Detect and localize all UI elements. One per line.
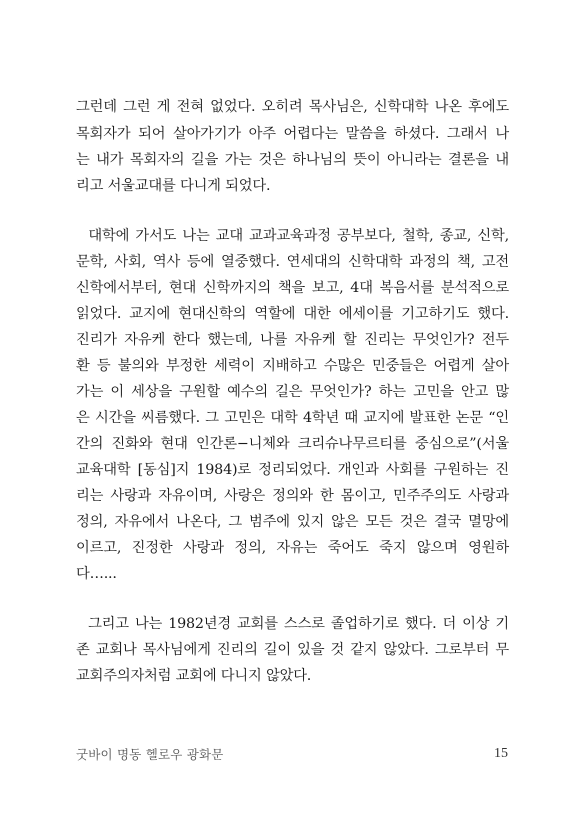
text-line: 간의 진화와 현대 인간론−니체와 크리슈나무르티를 중심으로”(서울 xyxy=(76,436,509,452)
text-line: 진리가 자유케 한다 했는데, 나를 자유케 할 진리는 무엇인가? 전두 xyxy=(76,332,509,348)
running-footer-book-title: 굿바이 명동 헬로우 광화문 xyxy=(76,747,224,762)
text-line: 존 교회나 목사님에게 진리의 길이 있을 것 같지 않았다. 그로부터 무 xyxy=(76,642,509,658)
text-line: 환 등 불의와 부정한 세력이 지배하고 수많은 민중들은 어렵게 살아 xyxy=(76,358,509,374)
text-line: 교육대학 [동심]지 1984)로 정리되었다. 개인과 사회를 구원하는 진 xyxy=(76,462,509,478)
text-line: 신학에서부터, 현대 신학까지의 책을 보고, 4대 복음서를 분석적으로 xyxy=(76,280,509,296)
text-line: 은 시간을 씨름했다. 그 고민은 대학 4학년 때 교지에 발표한 논문 “인 xyxy=(76,410,509,426)
text-line: 는 내가 목회자의 길을 가는 것은 하나님의 뜻이 아니라는 결론을 내 xyxy=(76,152,509,168)
text-line: 다…... xyxy=(76,566,117,582)
text-line: 목회자가 되어 살아가기가 아주 어렵다는 말씀을 하셨다. 그래서 나 xyxy=(76,126,509,142)
text-line: 리는 사랑과 자유이며, 사랑은 정의와 한 몸이고, 민주주의도 사랑과 xyxy=(76,488,509,504)
text-line: 가는 이 세상을 구원할 예수의 길은 무엇인가? 하는 고민을 안고 많 xyxy=(76,384,509,400)
text-line: 정의, 자유에서 나온다, 그 범주에 있지 않은 모든 것은 결국 멸망에 xyxy=(76,514,509,530)
text-line: 그런데 그런 게 전혀 없었다. 오히려 목사님은, 신학대학 나온 후에도 xyxy=(76,99,509,115)
text-line: 리고 서울교대를 다니게 되었다. xyxy=(76,178,271,194)
text-line: 대학에 가서도 나는 교대 교과교육과정 공부보다, 철학, 종교, 신학, xyxy=(76,228,509,244)
page-number: 15 xyxy=(494,746,508,761)
text-line: 문학, 사회, 역사 등에 열중했다. 연세대의 신학대학 과정의 책, 고전 xyxy=(76,254,509,270)
text-line: 이르고, 진정한 사랑과 정의, 자유는 죽어도 죽지 않으며 영원하 xyxy=(76,540,509,556)
text-line: 읽었다. 교지에 현대신학의 역할에 대한 에세이를 기고하기도 했다. xyxy=(76,306,509,322)
text-line: 교회주의자처럼 교회에 다니지 않았다. xyxy=(76,668,312,684)
text-line: 그리고 나는 1982년경 교회를 스스로 졸업하기로 했다. 더 이상 기 xyxy=(76,616,509,632)
